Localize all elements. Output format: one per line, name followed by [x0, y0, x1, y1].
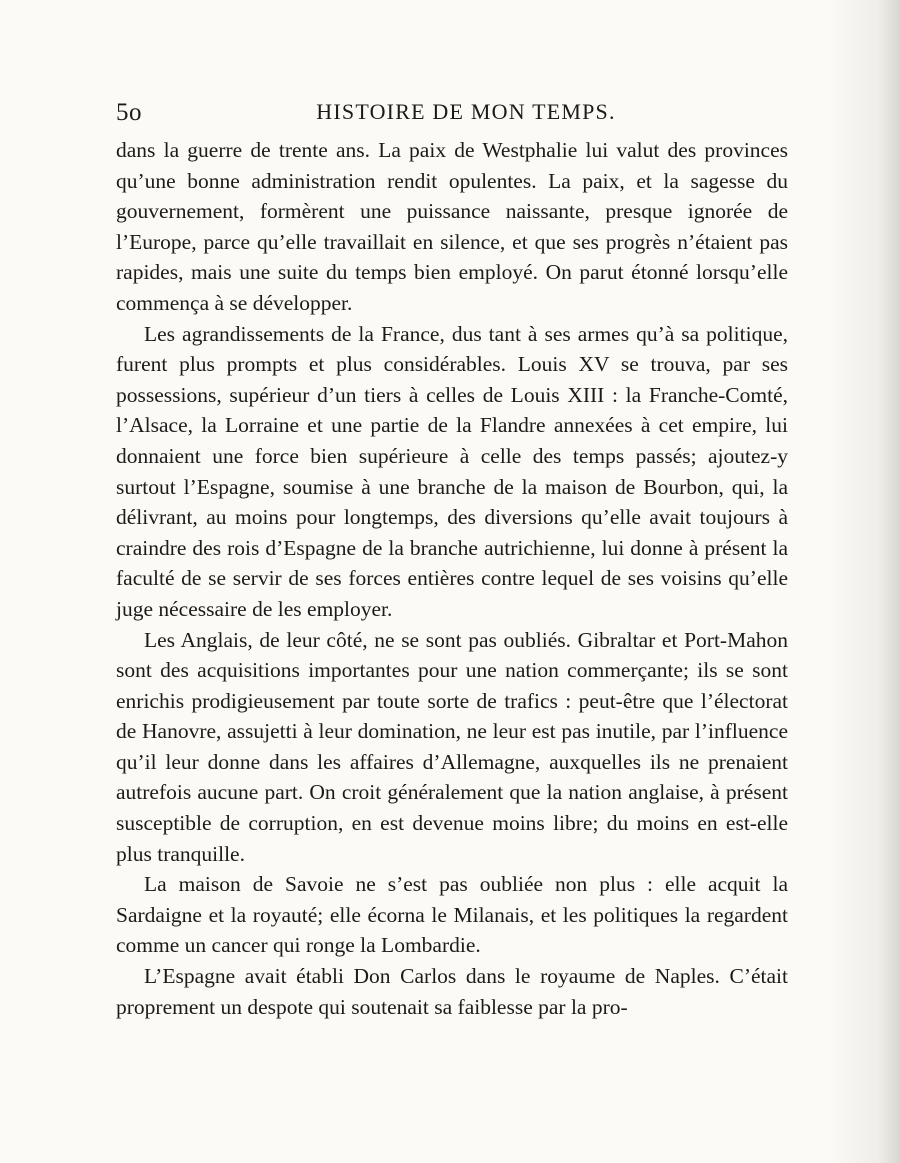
paragraph: Les Anglais, de leur côté, ne se sont pas oubliés. Gibraltar et Port-Mahon sont des acquisitions importantes pour une nation commerçante; ils se sont enrichis prodigieusement par toute sorte de trafics : peut-être que l’électorat de Hanovre, assujetti à leur domination, ne leur est pas inutile, par l’influence qu’il leur donne dans les affaires d’Allemagne, auxquelles ils ne prenaient autrefois aucune part. On croit généralement que la nation anglaise, à présent susceptible de corruption, en est devenue moins libre; du moins en est-elle plus tranquille.: [116, 627, 788, 866]
running-title: HISTOIRE DE MON TEMPS.: [316, 99, 616, 124]
page-edge-shadow: [830, 0, 900, 1163]
page-number: 5o: [116, 99, 142, 126]
running-head: [116, 95, 788, 135]
body-text: [116, 135, 788, 1022]
paragraph: L’Espagne avait établi Don Carlos dans le royaume de Naples. C’était proprement un despote qui soutenait sa faiblesse par la pro-: [116, 964, 788, 1019]
paragraph: Les agrandissements de la France, dus tant à ses armes qu’à sa politique, furent plus prompts et plus considérables. Louis XV se trouva, par ses possessions, supérieur d’un tiers à celles de Louis XIII : la Franche-Comté, l’Alsace, la Lorraine et une partie de la Flandre annexées à cet empire, lui donnaient une force bien supérieure à celle des temps passés; ajoutez-y surtout l’Espagne, soumise à une branche de la maison de Bourbon, qui, la délivrant, au moins pour longtemps, des diversions qu’elle avait toujours à craindre des rois d’Espagne de la branche autrichienne, lui donne à présent la faculté de se servir de ses forces entières contre lequel de ses voisins qu’elle juge nécessaire de les employer.: [116, 321, 788, 621]
paragraph: La maison de Savoie ne s’est pas oubliée non plus : elle acquit la Sardaigne et la royauté; elle écorna le Milanais, et les politiques la regardent comme un cancer qui ronge la Lombardie.: [116, 872, 788, 958]
book-page: [116, 95, 788, 1022]
paragraph: dans la guerre de trente ans. La paix de Westphalie lui valut des provinces qu’une bonne administration rendit opulentes. La paix, et la sagesse du gouvernement, formèrent une puissance naissante, presque ignorée de l’Europe, parce qu’elle travaillait en silence, et que ses progrès n’étaient pas rapides, mais une suite du temps bien employé. On parut étonné lorsqu’elle commença à se développer.: [116, 138, 788, 315]
